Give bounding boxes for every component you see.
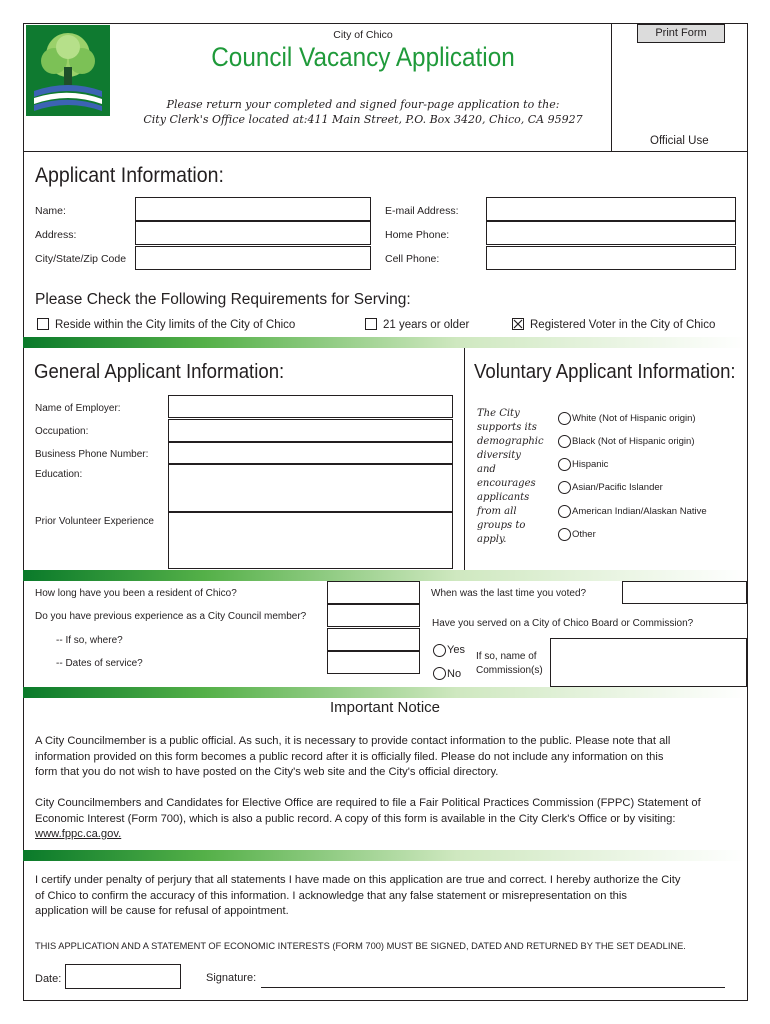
- requirement-voter-label: Registered Voter in the City of Chico: [530, 319, 716, 331]
- where-label: -- If so, where?: [56, 635, 123, 646]
- signature-line[interactable]: [261, 987, 725, 988]
- radio-american-indian[interactable]: [558, 505, 571, 518]
- divider-bar-1: [23, 337, 747, 348]
- signature-label: Signature:: [206, 972, 257, 984]
- city-name: City of Chico: [333, 29, 393, 41]
- education-label: Education:: [35, 469, 83, 480]
- divider-bar-3: [23, 687, 747, 698]
- requirement-age-label: 21 years or older: [383, 319, 470, 331]
- commission-field[interactable]: [550, 638, 747, 687]
- page-title: Council Vacancy Application: [211, 42, 515, 72]
- voted-field[interactable]: [622, 581, 747, 604]
- email-label: E-mail Address:: [385, 205, 459, 217]
- business-phone-label: Business Phone Number:: [35, 449, 149, 460]
- radio-asian[interactable]: [558, 481, 571, 494]
- voted-label: When was the last time you voted?: [431, 588, 587, 599]
- notice-heading: Important Notice: [329, 699, 441, 716]
- address-label: Address:: [35, 229, 77, 241]
- certify-line: application will be cause for refusal of appointment.: [35, 905, 289, 917]
- statement-line: from all: [477, 506, 517, 517]
- requirements-heading: Please Check the Following Requirements for Serving:: [35, 291, 411, 308]
- city-zip-label: City/State/Zip Code: [35, 253, 127, 265]
- commission-label-line-2: Commission(s): [476, 665, 543, 676]
- statement-line: apply.: [477, 534, 507, 545]
- resident-label: How long have you been a resident of Chico?: [35, 588, 237, 599]
- certify-line: of Chico to confirm the accuracy of this information. I acknowledge that any false statement or misrepresentation on this: [35, 889, 627, 902]
- statement-line: encourages: [477, 478, 536, 489]
- print-form-button[interactable]: Print Form: [637, 24, 725, 43]
- divider-bar-4: [23, 850, 747, 861]
- no-label: No: [447, 668, 462, 680]
- name-field[interactable]: [135, 197, 371, 221]
- check-x-icon: [513, 319, 523, 329]
- city-zip-field[interactable]: [135, 246, 371, 270]
- notice-line: A City Councilmember is a public official. As such, it is necessary to provide contact information to the public. Please note that all: [35, 735, 671, 747]
- statement-line: diversity: [477, 450, 521, 461]
- statement-line: The City: [477, 408, 520, 419]
- commission-label-line-1: If so, name of: [476, 651, 537, 662]
- employer-field[interactable]: [168, 395, 453, 418]
- applicant-heading: Applicant Information:: [35, 164, 224, 187]
- occupation-field[interactable]: [168, 419, 453, 442]
- statement-line: applicants: [477, 492, 530, 503]
- cell-phone-label: Cell Phone:: [385, 253, 440, 265]
- checkbox-voter[interactable]: [512, 318, 524, 330]
- date-field[interactable]: [65, 964, 181, 989]
- occupation-label: Occupation:: [35, 426, 89, 437]
- home-phone-field[interactable]: [486, 221, 736, 245]
- radio-no[interactable]: [433, 667, 446, 680]
- instructions-line-2: City Clerk's Office located at:411 Main Street, P.O. Box 3420, Chico, CA 95927: [143, 113, 583, 126]
- checkbox-reside[interactable]: [37, 318, 49, 330]
- requirement-reside[interactable]: [37, 318, 295, 331]
- diversity-statement: [477, 407, 544, 547]
- deadline-notice: THIS APPLICATION AND A STATEMENT OF ECONOMIC INTERESTS (FORM 700) MUST BE SIGNED, DATED AND RETURNED BY THE SET DEADLINE.: [35, 941, 686, 951]
- address-field[interactable]: [135, 221, 371, 245]
- fppc-link[interactable]: www.fppc.ca.gov.: [35, 828, 122, 840]
- radio-hispanic[interactable]: [558, 458, 571, 471]
- board-label: Have you served on a City of Chico Board or Commission?: [432, 618, 694, 629]
- official-use-label: Official Use: [650, 135, 709, 147]
- option-black-label: Black (Not of Hispanic origin): [572, 436, 695, 447]
- radio-white[interactable]: [558, 412, 571, 425]
- notice-line: information provided on this form becomes a public record after it is officially filed. Please do not include any information on this: [35, 750, 664, 763]
- radio-black[interactable]: [558, 435, 571, 448]
- resident-field[interactable]: [327, 581, 420, 604]
- notice-line: City Councilmembers and Candidates for Elective Office are required to file a Fair Political Practices Commission (FPPC) Statement of: [35, 797, 701, 809]
- volunteer-field[interactable]: [168, 512, 453, 569]
- email-field[interactable]: [486, 197, 736, 221]
- education-field[interactable]: [168, 464, 453, 512]
- volunteer-label: Prior Volunteer Experience: [35, 516, 154, 527]
- option-asian-label: Asian/Pacific Islander: [572, 482, 663, 493]
- instructions-line-1: Please return your completed and signed four-page application to the:: [166, 98, 560, 111]
- option-white-label: White (Not of Hispanic origin): [572, 413, 696, 424]
- business-phone-field[interactable]: [168, 442, 453, 464]
- dates-field[interactable]: [327, 651, 420, 674]
- divider-bar-2: [23, 570, 747, 581]
- statement-line: demographic: [477, 436, 544, 447]
- statement-line: groups to: [477, 520, 526, 531]
- council-label: Do you have previous experience as a City Council member?: [35, 611, 307, 622]
- name-label: Name:: [35, 205, 66, 217]
- requirement-voter[interactable]: [512, 318, 715, 331]
- radio-other[interactable]: [558, 528, 571, 541]
- general-heading: General Applicant Information:: [34, 361, 285, 383]
- header: [23, 23, 748, 152]
- certify-line: I certify under penalty of perjury that all statements I have made on this application are true and correct. I hereby authorize the City: [35, 874, 681, 886]
- notice-line: form that you do not wish to have posted on the City's web site and the City's official directory.: [35, 766, 499, 778]
- statement-line: and: [477, 464, 496, 475]
- notice-paragraph-2: [35, 796, 745, 843]
- requirement-reside-label: Reside within the City limits of the City of Chico: [55, 319, 296, 331]
- requirement-age[interactable]: [365, 318, 469, 331]
- notice-line: Economic Interest (Form 700), which is also a public record. A copy of this form is available in the City Clerk's Office or by visiting:: [35, 812, 676, 825]
- option-hispanic-label: Hispanic: [572, 459, 609, 470]
- statement-line: supports its: [477, 422, 537, 433]
- certify-paragraph: [35, 873, 745, 920]
- cell-phone-field[interactable]: [486, 246, 736, 270]
- option-american-indian-label: American Indian/Alaskan Native: [572, 506, 707, 517]
- council-field[interactable]: [327, 604, 420, 627]
- employer-label: Name of Employer:: [35, 403, 121, 414]
- vertical-divider: [464, 348, 465, 570]
- date-label: Date:: [35, 973, 62, 985]
- option-other-label: Other: [572, 529, 596, 540]
- voluntary-heading: Voluntary Applicant Information:: [474, 361, 736, 383]
- notice-paragraph-1: [35, 734, 745, 781]
- yes-label: Yes: [447, 644, 465, 656]
- checkbox-age[interactable]: [365, 318, 377, 330]
- radio-yes[interactable]: [433, 644, 446, 657]
- home-phone-label: Home Phone:: [385, 229, 450, 241]
- where-field[interactable]: [327, 628, 420, 651]
- dates-label: -- Dates of service?: [56, 658, 143, 669]
